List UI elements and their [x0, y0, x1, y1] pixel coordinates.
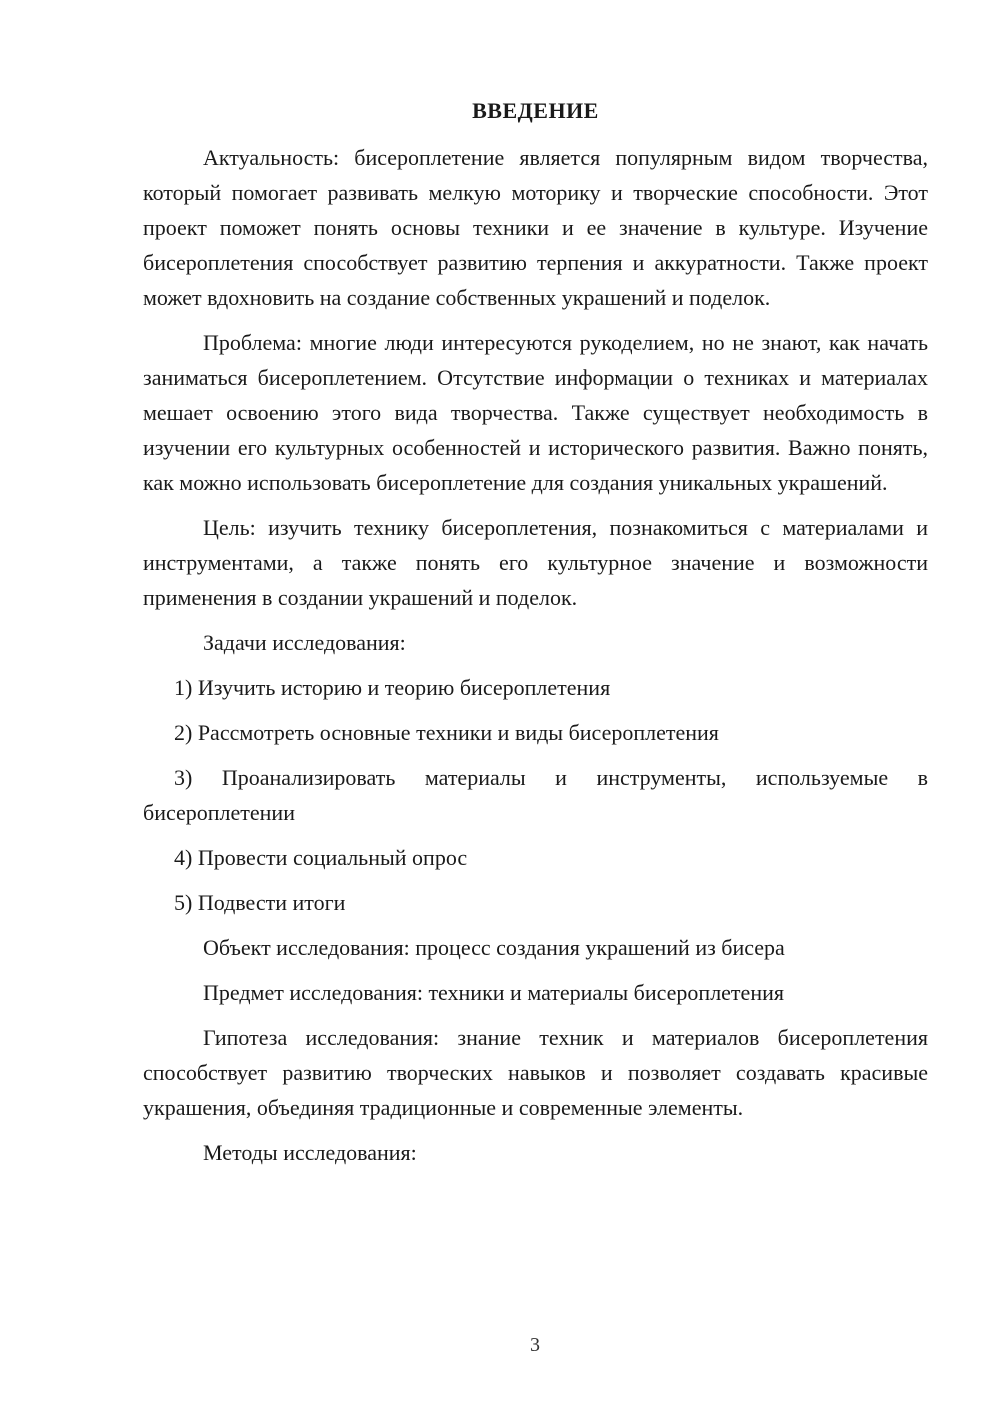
paragraph-subject: Предмет исследования: техники и материалы бисероплетения	[203, 980, 784, 1005]
page-content	[143, 94, 928, 1180]
task-item: 5) Подвести итоги	[174, 890, 346, 915]
task-item: 1) Изучить историю и теорию бисероплетения	[174, 675, 611, 700]
tasks-heading: Задачи исследования:	[203, 630, 406, 655]
paragraph-problem: Проблема: многие люди интересуются рукоделием, но не знают, как начать заниматься бисероплетением. Отсутствие информации о техниках и материалах мешает освоению этого вида творчества. Также существует необходимость в изучении его культурных особенностей и исторического развития. Важно понять, как можно использовать бисероплетение для создания уникальных украшений.	[143, 330, 928, 495]
task-item: 2) Рассмотреть основные техники и виды бисероплетения	[174, 720, 719, 745]
paragraph-object: Объект исследования: процесс создания украшений из бисера	[203, 935, 785, 960]
task-item: 3) Проанализировать материалы и инструменты, используемые в бисероплетении	[143, 765, 928, 825]
paragraph-hypothesis: Гипотеза исследования: знание техник и материалов бисероплетения способствует развитию творческих навыков и позволяет создавать красивые украшения, объединяя традиционные и современные элементы.	[143, 1025, 928, 1120]
page-number: 3	[530, 1334, 540, 1356]
section-title: ВВЕДЕНИЕ	[472, 98, 599, 123]
paragraph-relevance: Актуальность: бисероплетение является популярным видом творчества, который помогает развивать мелкую моторику и творческие способности. Этот проект поможет понять основы техники и ее значение в культуре. Изучение бисероплетения способствует развитию терпения и аккуратности. Также проект может вдохновить на создание собственных украшений и поделок.	[143, 145, 928, 310]
methods-heading: Методы исследования:	[203, 1140, 417, 1165]
paragraph-goal: Цель: изучить технику бисероплетения, познакомиться с материалами и инструментами, а также понять его культурное значение и возможности применения в создании украшений и поделок.	[143, 515, 928, 610]
task-item: 4) Провести социальный опрос	[174, 845, 468, 870]
